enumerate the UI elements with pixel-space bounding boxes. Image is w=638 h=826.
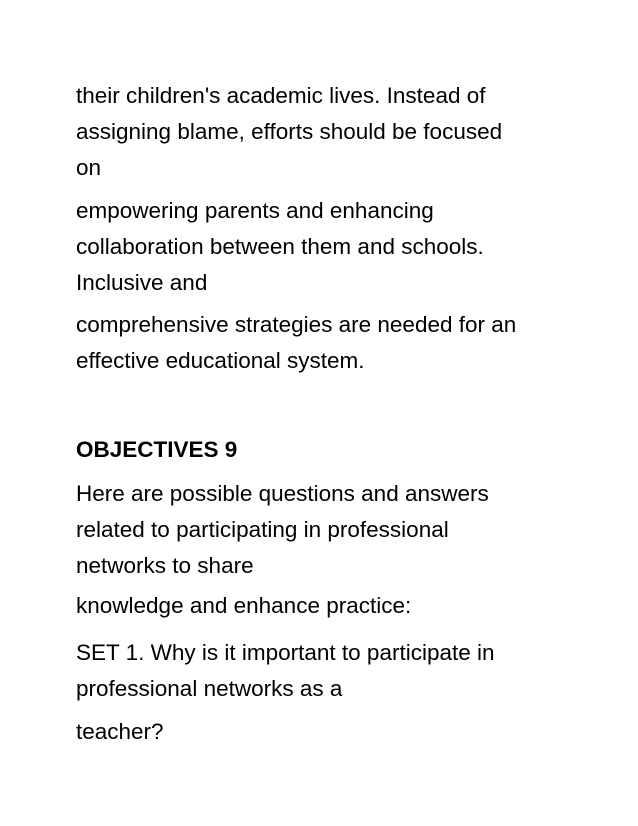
text-line: comprehensive strategies are needed for an	[76, 312, 517, 337]
section-heading: OBJECTIVES 9	[76, 437, 238, 462]
text-line: assigning blame, efforts should be focused	[76, 119, 503, 144]
paragraph-teacher	[76, 714, 616, 750]
text-line: teacher?	[76, 719, 164, 744]
text-line: collaboration between them and schools.	[76, 234, 484, 259]
paragraph-set-1-question	[76, 635, 616, 707]
paragraph-comprehensive-strategies	[76, 307, 616, 379]
paragraph-empowering-parents	[76, 193, 616, 301]
text-line: related to participating in professional	[76, 517, 449, 542]
text-line: knowledge and enhance practice:	[76, 593, 412, 618]
text-line: SET 1. Why is it important to participate in	[76, 640, 495, 665]
text-line: professional networks as a	[76, 676, 343, 701]
text-line: Inclusive and	[76, 270, 208, 295]
paragraph-possible-questions	[76, 476, 616, 584]
paragraph-knowledge-practice	[76, 588, 616, 624]
text-line: empowering parents and enhancing	[76, 198, 434, 223]
text-line: effective educational system.	[76, 348, 365, 373]
text-line: networks to share	[76, 553, 254, 578]
text-line: their children's academic lives. Instead of	[76, 83, 486, 108]
text-line: Here are possible questions and answers	[76, 481, 489, 506]
paragraph-children-academic	[76, 78, 616, 186]
text-line: on	[76, 155, 102, 180]
